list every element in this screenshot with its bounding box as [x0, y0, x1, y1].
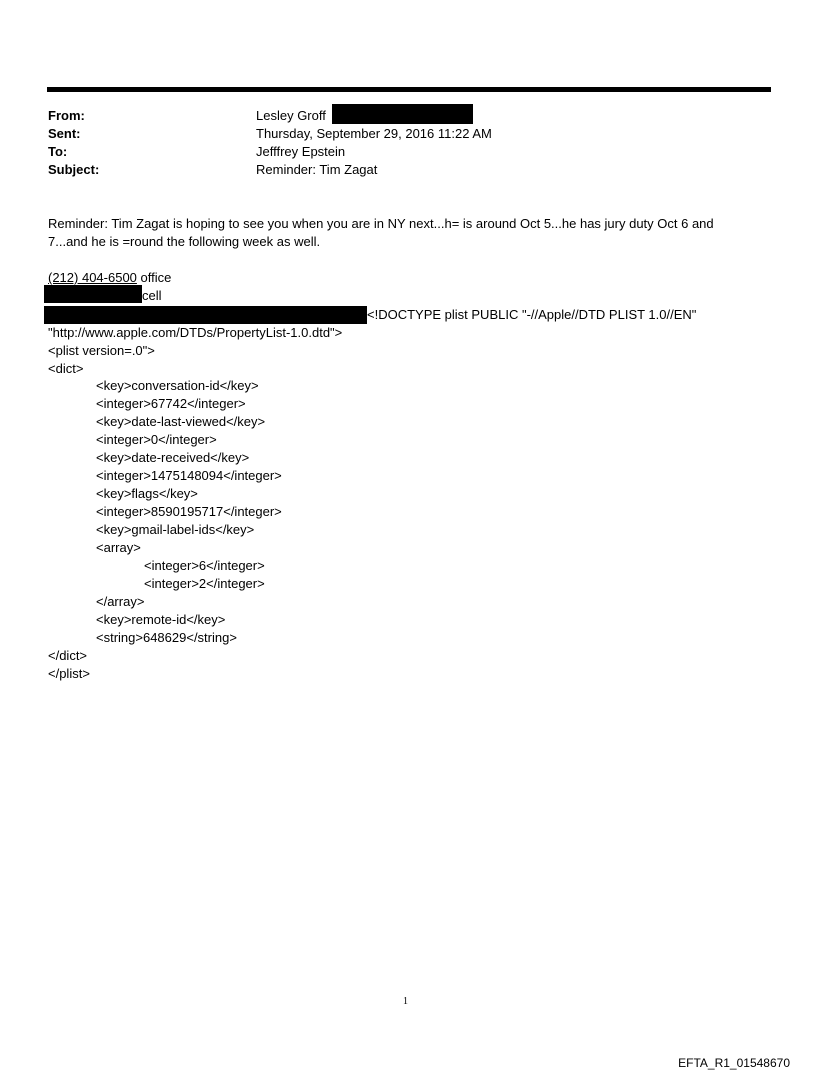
plist-line: <integer>2</integer>: [144, 576, 265, 591]
from-value: Lesley Groff: [256, 108, 326, 123]
from-label: From:: [48, 108, 85, 123]
plist-line: <integer>6</integer>: [144, 558, 265, 573]
header-from-row: [48, 107, 85, 125]
subject-label: Subject:: [48, 162, 100, 177]
plist-line: <integer>8590195717</integer>: [96, 504, 282, 519]
plist-doctype-1: <!DOCTYPE plist PUBLIC "-//Apple//DTD PLIST 1.0//EN": [367, 307, 697, 322]
plist-line: <key>date-received</key>: [96, 450, 250, 465]
plist-doctype-2: "http://www.apple.com/DTDs/PropertyList-1.0.dtd">: [48, 325, 343, 340]
plist-line: <key>conversation-id</key>: [96, 378, 259, 393]
plist-line: <plist version=.0">: [48, 343, 155, 358]
plist-line: <array>: [96, 540, 141, 555]
phone-suffix: office: [136, 270, 172, 285]
page-number: 1: [403, 996, 408, 1007]
plist-line: <key>flags</key>: [96, 486, 198, 501]
plist-line: <string>648629</string>: [96, 630, 237, 645]
plist-line: </array>: [96, 594, 145, 609]
plist-line: <key>date-last-viewed</key>: [96, 414, 266, 429]
body-line-2: 7...and he is =round the following week as well.: [48, 234, 321, 249]
plist-line: <key>remote-id</key>: [96, 612, 226, 627]
header-rule: [47, 87, 771, 92]
header-subject-row: [48, 161, 99, 179]
plist-line: <integer>0</integer>: [96, 432, 217, 447]
sent-value: Thursday, September 29, 2016 11:22 AM: [256, 126, 492, 141]
plist-line: <key>gmail-label-ids</key>: [96, 522, 255, 537]
document-id: EFTA_R1_01548670: [678, 1056, 790, 1070]
sent-label: Sent:: [48, 126, 81, 141]
body-line-1: Reminder: Tim Zagat is hoping to see you when you are in NY next...h= is around Oct 5...he has jury duty Oct 6 and: [48, 216, 714, 231]
to-value: Jefffrey Epstein: [256, 144, 346, 159]
subject-value: Reminder: Tim Zagat: [256, 162, 378, 177]
plist-line: <integer>1475148094</integer>: [96, 468, 282, 483]
redaction-box: [332, 104, 473, 124]
plist-line: <dict>: [48, 361, 84, 376]
redaction-box: [44, 306, 367, 324]
redaction-box: [44, 285, 142, 303]
cell-label: cell: [142, 288, 162, 303]
to-label: To:: [48, 144, 68, 159]
header-sent-row: [48, 125, 81, 143]
phone-number: (212) 404-6500: [48, 270, 137, 285]
header-to-row: [48, 143, 67, 161]
plist-line: </dict>: [48, 648, 88, 663]
plist-line: <integer>67742</integer>: [96, 396, 246, 411]
plist-line: </plist>: [48, 666, 90, 681]
